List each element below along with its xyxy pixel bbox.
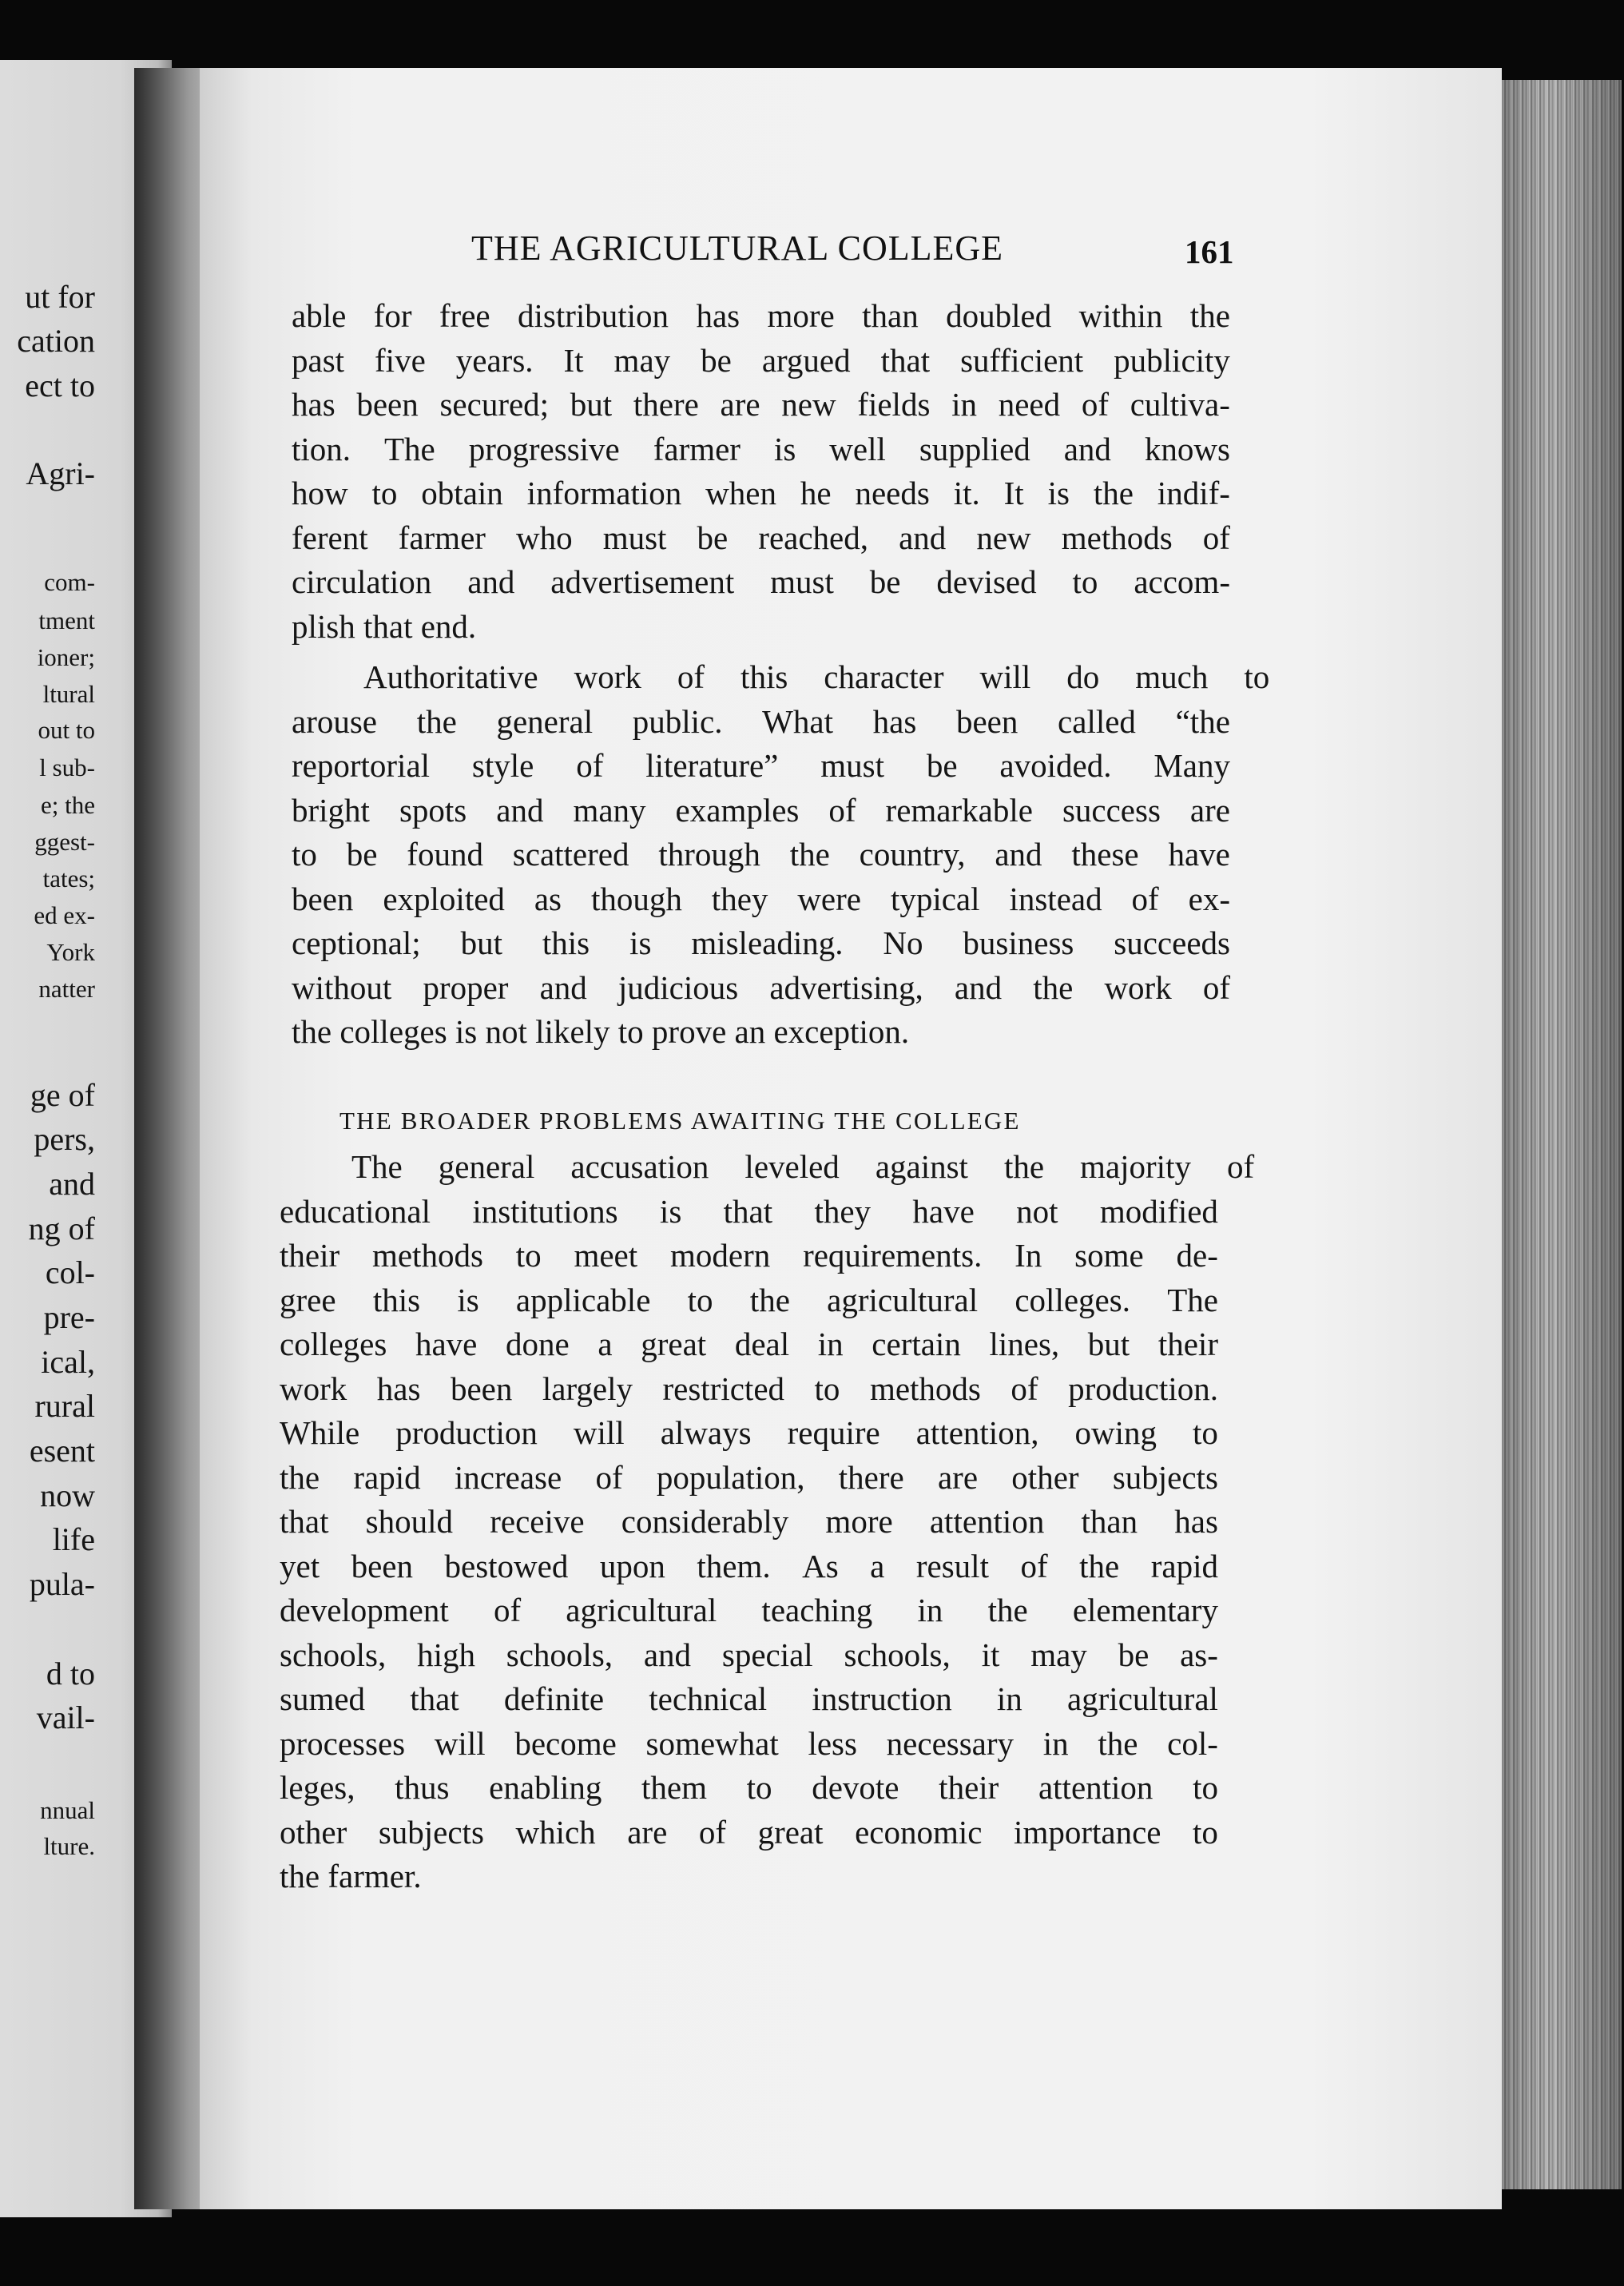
left-page-fragment: and xyxy=(49,1166,95,1202)
text-line: gree this is applicable to the agricultural colleges. The xyxy=(280,1281,1218,1318)
left-page-fragment: York xyxy=(46,938,95,966)
left-page-fragment: ge of xyxy=(30,1077,95,1113)
text-line: to be found scattered through the country, and these have xyxy=(292,836,1230,873)
left-page-fragment: pers, xyxy=(34,1121,95,1157)
text-line: without proper and judicious advertising, and the work of xyxy=(292,968,1230,1006)
left-page-footnote: nnual xyxy=(40,1796,95,1824)
page-number: 161 xyxy=(1185,233,1234,270)
text-line: the rapid increase of population, there are other subjects xyxy=(280,1458,1218,1496)
left-page-fragment: esent xyxy=(29,1433,95,1469)
text-line: reportorial style of literature” must be avoided. Many xyxy=(292,747,1230,784)
text-line: past five years. It may be argued that sufficient publicity xyxy=(292,341,1230,379)
text-line: been exploited as though they were typical instead of ex- xyxy=(292,880,1230,917)
left-page-fragment: ltural xyxy=(42,680,95,708)
left-page-fragment: pre- xyxy=(43,1299,95,1335)
left-page-fragment: e; the xyxy=(41,791,95,819)
left-page-fragment: d to xyxy=(46,1656,95,1692)
text-line: yet been bestowed upon them. As a result of the rapid xyxy=(280,1547,1218,1584)
text-line: other subjects which are of great economic importance to xyxy=(280,1813,1218,1851)
left-page-fragment: pula- xyxy=(29,1566,95,1602)
text-line: processes will become somewhat less necessary in the col- xyxy=(280,1724,1218,1762)
left-page-fragment: now xyxy=(40,1477,95,1513)
text-line: how to obtain information when he needs it. It is the indif- xyxy=(292,475,1230,511)
text-line: development of agricultural teaching in the elementary xyxy=(280,1592,1218,1628)
text-line: has been secured; but there are new fields in need of cultiva- xyxy=(292,386,1230,423)
left-page-fragment: out to xyxy=(38,716,95,744)
left-page-fragment: l sub- xyxy=(39,753,95,781)
text-line: Authoritative work of this character will do much to xyxy=(363,658,1270,695)
left-page-fragment: ed ex- xyxy=(34,901,95,929)
text-line: arouse the general public. What has been called “the xyxy=(292,702,1230,740)
text-line: educational institutions is that they have not modified xyxy=(280,1192,1218,1230)
text-line: tion. The progressive farmer is well supplied and knows xyxy=(292,430,1230,467)
running-head-title: THE AGRICULTURAL COLLEGE xyxy=(471,229,1004,268)
text-line: leges, thus enabling them to devote their attention to xyxy=(280,1769,1218,1806)
section-heading: THE BROADER PROBLEMS AWAITING THE COLLEGE xyxy=(339,1107,1021,1135)
text-line: colleges have done a great deal in certain lines, but their xyxy=(280,1326,1218,1362)
left-page-fragment: col- xyxy=(45,1254,95,1290)
left-page-fragment: ng of xyxy=(28,1211,95,1246)
text-line: While production will always require attention, owing to xyxy=(280,1414,1218,1451)
left-page-fragment: com- xyxy=(44,568,95,596)
text-line: ceptional; but this is misleading. No business succeeds xyxy=(292,924,1230,961)
paragraph-1 xyxy=(292,294,1230,649)
text-line: bright spots and many examples of remarkable success are xyxy=(292,791,1230,829)
left-page-fragment: ggest- xyxy=(34,828,95,856)
text-line: that should receive considerably more attention than has xyxy=(280,1503,1218,1540)
text-line: schools, high schools, and special schools, it may be as- xyxy=(280,1636,1218,1673)
text-line: work has been largely restricted to methods of production. xyxy=(280,1370,1218,1407)
text-line: plish that end. xyxy=(292,607,477,645)
left-page-fragment: life xyxy=(52,1521,95,1557)
left-page-fragment: ut for xyxy=(25,279,95,315)
left-page-fragment: ioner; xyxy=(37,643,95,671)
text-line: the farmer. xyxy=(280,1858,422,1894)
text-line: circulation and advertisement must be devised to accom- xyxy=(292,563,1230,600)
text-line: ferent farmer who must be reached, and new methods of xyxy=(292,519,1230,556)
left-page-fragment: natter xyxy=(38,975,95,1003)
left-page-fragment: vail- xyxy=(36,1700,95,1735)
left-page-fragment: rural xyxy=(34,1388,95,1424)
left-page-fragment: ect to xyxy=(25,368,95,404)
text-line: The general accusation leveled against the majority of xyxy=(351,1148,1255,1185)
left-page-fragment: tates; xyxy=(42,865,95,893)
left-page-fragment: Agri- xyxy=(26,455,95,491)
paragraph-2 xyxy=(292,655,1270,1055)
text-line: their methods to meet modern requirements. In some de- xyxy=(280,1237,1218,1274)
left-page-fragment: ical, xyxy=(41,1344,95,1380)
left-page-fragment: cation xyxy=(17,323,95,359)
paragraph-3 xyxy=(280,1145,1255,1899)
text-line: able for free distribution has more than doubled within the xyxy=(292,297,1230,334)
text-line: the colleges is not likely to prove an exception. xyxy=(292,1013,910,1050)
left-page-footnote: lture. xyxy=(43,1832,95,1860)
left-page-fragment: tment xyxy=(38,606,95,634)
text-line: sumed that definite technical instruction in agricultural xyxy=(280,1680,1218,1717)
